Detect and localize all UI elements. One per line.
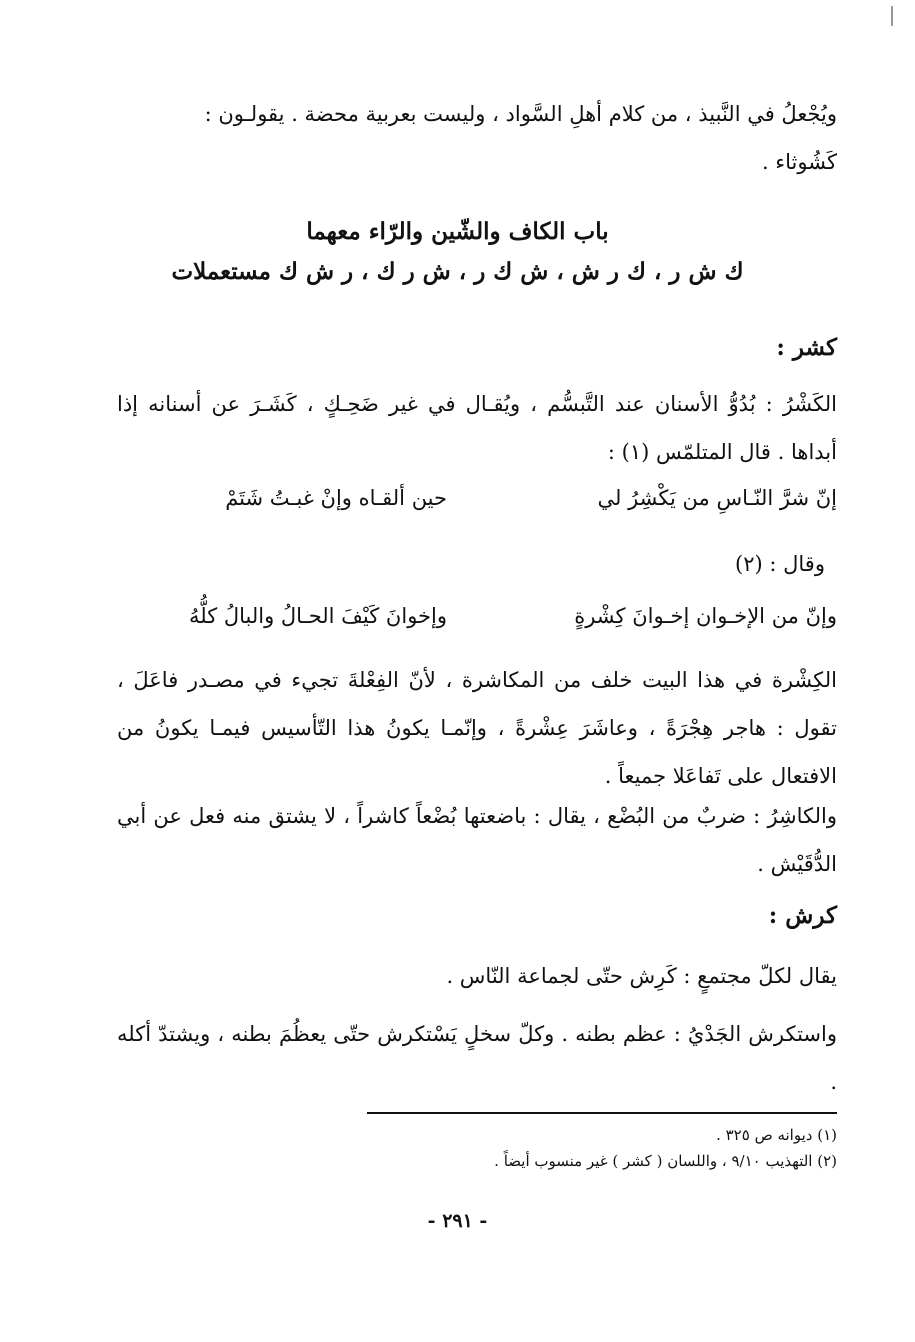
footnote-2: (٢) التهذيب ٩/١٠ ، واللسان ( كشر ) غير منسوب أيضاً . [494,1152,837,1170]
kashr-paragraph-1: الكَشْرُ : بُدُوُّ الأسنان عند التَّبسُّم ، ويُقـال في غير ضَحِـكٍ ، كَشَـرَ عن أسنانه إذا أبداها . قال المتلمّس (١) : [117,392,837,464]
verse-1-hemistich-1: إنّ شرَّ النّـاسِ من يَكْشِرُ لي [597,486,837,510]
chapter-subtitle: ك ش ر ، ك ر ش ، ش ك ر ، ش ر ك ، ر ش ك مستعملات [171,258,744,285]
entry-head-karsh: كرش : [768,902,837,929]
verse-1 [117,486,837,526]
karsh-paragraph-2: واستكرش الجَدْيُ : عظم بطنه . وكلّ سخلٍ يَسْتكرش حتّى يعظُمَ بطنه ، ويشتدّ أكله . [117,1022,837,1094]
page-number: - ٢٩١ - [427,1210,488,1232]
verse-2-hemistich-1: وإنّ من الإخـوان إخـوانَ كِشْرةٍ [574,604,837,628]
verse-2 [117,604,837,644]
karsh-paragraph-1: يقال لكلّ مجتمعٍ : كَرِش حتّى لجماعة النّاس . [446,964,837,988]
intro-text [117,90,837,186]
footnote-1: (١) ديوانه ص ٣٢٥ . [716,1126,837,1144]
entry-head-kashr: كشر : [776,334,837,361]
intro-line-1: ويُجْعلُ في النَّبيذ ، من كلام أهلِ السَّواد ، وليست بعربية محضة . يقولـون : [204,102,837,126]
scan-mark [891,6,893,26]
qala-line: وقال : (٢) [735,552,825,576]
chapter-title: باب الكاف والشّين والرّاء معهما [306,218,609,245]
footnote-divider [367,1112,837,1114]
intro-line-2: كَشُوثاء . [761,150,837,174]
verse-1-hemistich-2: حين ألقـاه وإنْ غبـتُ شَتَمْ [225,486,447,510]
kashr-paragraph-2: الكِشْرة في هذا البيت خلف من المكاشرة ، لأنّ الفِعْلةَ تجيء في مصـدر فاعَلَ ، تقول : هاجر هِجْرَةً ، وعاشَرَ عِشْرةً ، وإنّمـا يكونُ هذا التّأسيس فيمـا يكونُ من الافتعال على تَفاعَلا جميعاً . [117,668,837,788]
kashr-paragraph-3: والكاشِرُ : ضربٌ من البُضْع ، يقال : باضعتها بُضْعاً كاشراً ، لا يشتق منه فعل عن أبي الدُّقَيْش . [117,804,837,876]
verse-2-hemistich-2: وإخوانَ كَيْفَ الحـالُ والبالُ كلُّهُ [188,604,447,628]
